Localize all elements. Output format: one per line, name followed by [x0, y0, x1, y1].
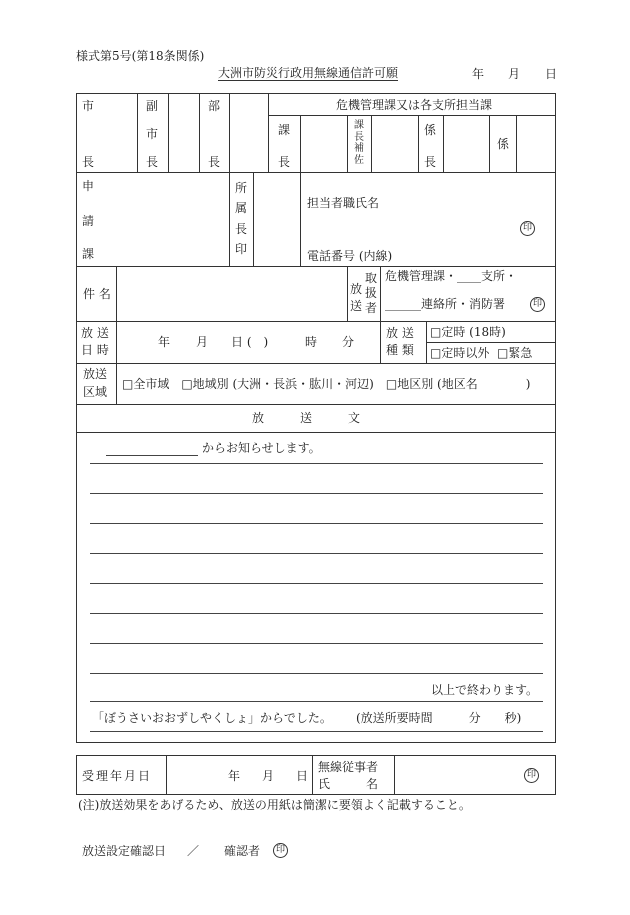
applicant-seal-icon: 印: [520, 221, 535, 236]
vice-mayor-label-3: 長: [146, 155, 159, 169]
apply-section-2: 請: [82, 214, 95, 228]
datetime-label-1: 放 送: [81, 326, 109, 340]
person-name-label: 担当者職氏名: [307, 196, 380, 210]
header-day: 日: [545, 67, 558, 81]
area-label-2: 区域: [83, 385, 108, 399]
receipt-date-label: 受理年月日: [82, 769, 153, 783]
broadcast-first-line: からお知らせします。: [202, 441, 321, 455]
broadcaster-label-3: 取: [365, 271, 378, 285]
header-month: 月: [508, 67, 521, 81]
schedule-hour: 時: [305, 335, 318, 349]
operator-label-2: 氏 名: [318, 777, 379, 791]
area-label-1: 放送: [83, 367, 108, 381]
broadcast-duration: (放送所要時間 分 秒): [356, 711, 522, 725]
dept-header: 危機管理課又は各支所担当課: [336, 98, 493, 112]
director-label-top: 部: [208, 99, 221, 113]
broadcaster-label-4: 扱: [365, 286, 378, 300]
type-label-2: 種 類: [386, 343, 414, 357]
confirm-date-slash: ／: [187, 844, 200, 858]
director-label-bottom: 長: [208, 155, 221, 169]
operator-seal-icon: 印: [524, 768, 539, 783]
form-number: 様式第5号(第18条関係): [76, 49, 205, 63]
confirmer-seal-icon: 印: [273, 843, 288, 858]
broadcaster-line-2: ______連絡所・消防署: [385, 297, 506, 311]
schedule-day: 日 ( ): [231, 335, 269, 349]
note-text: (注)放送効果をあげるため、放送の用紙は簡潔に要領よく記載すること。: [78, 798, 471, 812]
section-chief-top: 課: [278, 123, 291, 137]
broadcaster-line-1: 危機管理課・____支所・: [385, 269, 518, 283]
receipt-day: 日: [296, 769, 309, 783]
type-fixed-checkbox[interactable]: □定時 (18時): [430, 325, 506, 339]
subsection-chief-top: 係: [424, 123, 437, 137]
confirm-date-label: 放送設定確認日: [82, 844, 167, 858]
operator-label-1: 無線従事者: [318, 760, 379, 774]
broadcast-end-line: 以上で終わります。: [431, 683, 539, 697]
mayor-label-bottom: 長: [82, 155, 95, 169]
broadcast-closing: 「ぼうさいおおずしやくしょ」からでした。: [92, 711, 332, 725]
schedule-minute: 分: [342, 335, 355, 349]
subject-label: 件 名: [83, 287, 111, 301]
broadcaster-label-2: 送: [350, 299, 363, 313]
affiliation-seal-label: 所属長印: [234, 181, 247, 257]
type-emergency-checkbox[interactable]: □緊急: [497, 346, 533, 360]
type-other-checkbox[interactable]: □定時以外: [430, 346, 490, 360]
form-title: 大洲市防災行政用無線通信許可願: [218, 66, 399, 80]
apply-section-1: 申: [82, 179, 95, 193]
section-chief-bottom: 長: [278, 155, 291, 169]
vice-mayor-label-1: 副: [146, 99, 159, 113]
deputy-chief-label: 課長補佐: [354, 120, 364, 166]
vice-mayor-label-2: 市: [146, 127, 159, 141]
type-label-1: 放 送: [386, 326, 414, 340]
apply-section-3: 課: [82, 247, 95, 261]
subsection-chief-bottom: 長: [424, 155, 437, 169]
broadcaster-label-5: 者: [365, 301, 378, 315]
broadcast-text-header: 放 送 文: [252, 411, 361, 425]
confirmer-label: 確認者: [224, 844, 261, 858]
mayor-label-top: 市: [82, 99, 95, 113]
phone-label: 電話番号 (内線): [307, 249, 393, 263]
receipt-month: 月: [262, 769, 275, 783]
datetime-label-2: 日 時: [81, 343, 109, 357]
broadcaster-label-1: 放: [350, 282, 363, 296]
broadcaster-seal-icon: 印: [530, 297, 545, 312]
schedule-year: 年: [158, 335, 171, 349]
area-options[interactable]: □全市域 □地域別 (大洲・長浜・肱川・河辺) □地区別 (地区名 ): [122, 377, 531, 391]
staff-label: 係: [497, 137, 510, 151]
header-year: 年: [472, 67, 485, 81]
receipt-year: 年: [228, 769, 241, 783]
schedule-month: 月: [196, 335, 209, 349]
